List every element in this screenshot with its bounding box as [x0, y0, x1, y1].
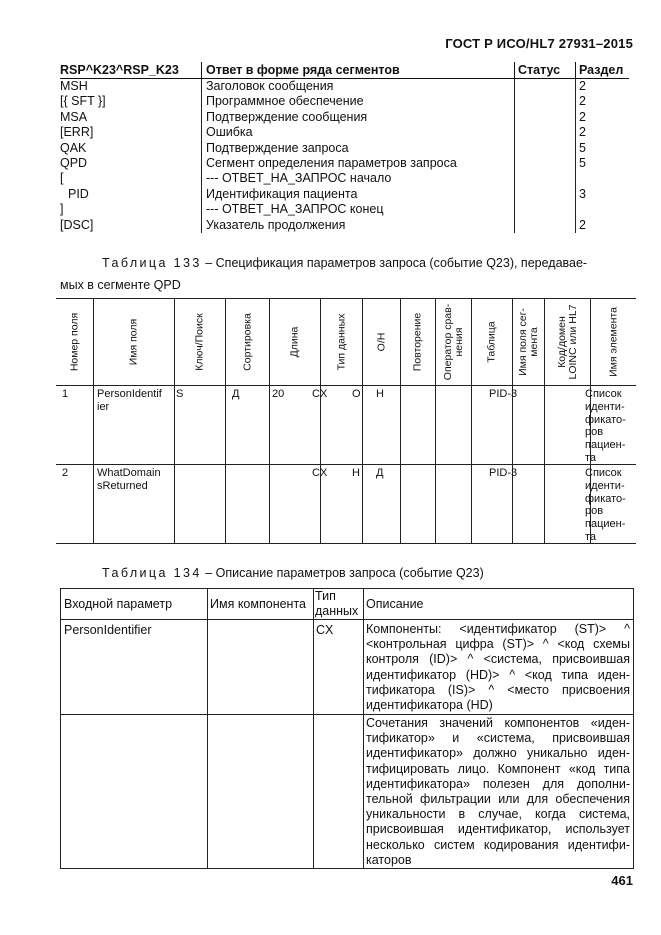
row1-description [366, 622, 630, 713]
segment-status [514, 110, 575, 125]
header-component-name: Имя компонента [210, 597, 306, 611]
segment-description: Подтверждение запроса [201, 141, 514, 156]
segment-section: 3 [575, 187, 629, 202]
segment-status [514, 125, 575, 140]
row1-key: S [176, 388, 184, 400]
row1-element-name: Список иденти- фикато- ров пациен- та [585, 388, 626, 464]
segment-status [514, 94, 575, 109]
header-length: Длина [288, 326, 301, 358]
segment-code: MSA [60, 109, 88, 124]
segment-status [514, 79, 575, 94]
description-line: идентификатора (HD) [366, 698, 493, 713]
table-133-label: Таблица 133 [102, 256, 202, 270]
table-133-caption [102, 256, 632, 270]
row1-data-type: CX [316, 623, 334, 637]
segment-description: Идентификация пациента [201, 187, 514, 202]
row1-input-parameter: PersonIdentifier [64, 623, 152, 637]
table-133-caption-cont: мых в сегменте QPD [60, 278, 181, 292]
description-line: идентификатор» должно уникально иден- [366, 746, 630, 761]
row2-segment-field: PID-3 [489, 467, 518, 479]
header-data-type: Тип данных [315, 589, 359, 618]
header-segment-field-name: Имя поля сег- мента [516, 308, 540, 376]
segment-section: 5 [575, 141, 629, 156]
header-table: Таблица [485, 321, 498, 363]
segment-code: PID [68, 186, 89, 201]
table-row [60, 218, 629, 233]
segment-code: QAK [60, 140, 87, 155]
table-row [60, 125, 629, 140]
description-line: тифицировать лицо. Компонент «код типа [366, 761, 630, 776]
description-line: несколько систем кодирования идентифи- [366, 837, 630, 852]
header-sort: Сортировка [241, 313, 253, 371]
row2-description [366, 716, 630, 868]
description-line: каторов [366, 852, 412, 867]
header-message: RSP^K23^RSP_K23 [60, 63, 179, 77]
description-line: Сочетания значений компонентов «иден- [366, 716, 630, 730]
segment-status [514, 202, 575, 217]
row2-field-name: WhatDomain sReturned [97, 467, 161, 492]
query-parameter-description-table [60, 588, 634, 869]
segment-section: 2 [575, 94, 629, 109]
segment-table [60, 62, 629, 233]
row2-data-type: CX [312, 467, 328, 479]
row2-repetition: Д [376, 467, 384, 479]
segment-description: Сегмент определения параметров запроса [201, 156, 514, 171]
header-optionality: О/Н [375, 332, 387, 352]
table-134-title: – Описание параметров запроса (событие Q23) [201, 566, 484, 580]
segment-status [514, 187, 575, 202]
row2-field-number: 2 [62, 467, 69, 479]
segment-section: 2 [575, 125, 629, 140]
segment-table-header [60, 62, 629, 79]
header-section: Раздел [575, 62, 629, 78]
description-line: идентификатора» полезен для дополни- [366, 776, 630, 791]
header-comparison-operator: Оператор срав- нения [441, 303, 465, 381]
header-loinc-hl7-code: Код/домен LOINC или HL7 [555, 304, 579, 380]
page-number: 461 [611, 873, 633, 888]
segment-description: Указатель продолжения [201, 218, 514, 233]
row1-field-number: 1 [62, 388, 69, 400]
table-row [60, 79, 629, 94]
description-line: тификатор» и «система, присвоившая [366, 731, 630, 746]
description-line: тельной фильтрации или для обеспечения [366, 792, 630, 807]
header-key-search: Ключ/Поиск [193, 313, 206, 371]
segment-section [575, 171, 629, 186]
header-data-type: Тип данных [335, 313, 347, 371]
description-line: Компоненты: <идентификатор (ST)> ^ [366, 622, 630, 636]
table-row [60, 171, 629, 186]
segment-description: Программное обеспечение [201, 94, 514, 109]
segment-status [514, 141, 575, 156]
description-line: идентификатор (HD)> ^ <код типа иден- [366, 667, 630, 682]
query-parameters-table [56, 298, 636, 544]
header-repetition: Повторение [411, 312, 424, 372]
table-row [60, 156, 629, 171]
header-field-number: Номер поля [68, 312, 80, 372]
row2-optionality: Н [352, 467, 360, 479]
segment-code: [ [60, 171, 64, 186]
document-header: ГОСТ Р ИСО/HL7 27931–2015 [445, 36, 633, 51]
description-line: тификатора (IS)> ^ <место присвоения [366, 682, 630, 697]
table-133-title: – Спецификация параметров запроса (событие Q23), передавае- [201, 256, 588, 270]
segment-code: [ERR] [60, 125, 94, 140]
header-field-name: Имя поля [127, 318, 140, 366]
table-row [60, 187, 629, 202]
segment-status [514, 218, 575, 233]
segment-section [575, 202, 629, 217]
description-line: присвоившая идентификатор, использует [366, 822, 630, 837]
segment-section: 2 [575, 110, 629, 125]
segment-section: 5 [575, 156, 629, 171]
segment-code: ] [60, 202, 64, 217]
row1-repetition: Н [376, 388, 384, 400]
description-line: контроля (ID)> ^ <система, присвоившая [366, 652, 630, 667]
header-status: Статус [514, 62, 575, 78]
table-134-caption [102, 566, 484, 580]
row2-element-name: Список иденти- фикато- ров пациен- та [585, 467, 626, 543]
segment-code: QPD [60, 155, 88, 170]
segment-code: [{ SFT }] [60, 94, 106, 109]
row1-sort: Д [232, 388, 240, 400]
table-row [60, 141, 629, 156]
segment-description: --- ОТВЕТ_НА_ЗАПРОС начало [201, 171, 514, 186]
header-description: Ответ в форме ряда сегментов [201, 62, 514, 78]
header-input-parameter: Входной параметр [64, 597, 173, 611]
header-description: Описание [366, 597, 424, 611]
row1-data-type: CX [312, 388, 328, 400]
segment-section: 2 [575, 79, 629, 94]
segment-description: Заголовок сообщения [201, 79, 514, 94]
row1-optionality: О [352, 388, 361, 400]
table-134-label: Таблица 134 [102, 566, 202, 580]
table-row [60, 202, 629, 217]
segment-section: 2 [575, 218, 629, 233]
row1-length: 20 [272, 388, 285, 400]
segment-description: --- ОТВЕТ_НА_ЗАПРОС конец [201, 202, 514, 217]
segment-status [514, 171, 575, 186]
table-row [60, 94, 629, 109]
description-line: уникальности в случае, когда система, [366, 807, 630, 822]
segment-status [514, 156, 575, 171]
table-row [60, 110, 629, 125]
row1-field-name: PersonIdentif ier [97, 388, 162, 413]
segment-code: MSH [60, 79, 88, 93]
description-line: <контрольная цифра (ST)> ^ <код схемы [366, 637, 630, 652]
segment-description: Ошибка [201, 125, 514, 140]
segment-description: Подтверждение сообщения [201, 110, 514, 125]
segment-code: [DSC] [60, 217, 94, 232]
header-element-name: Имя элемента [607, 307, 619, 377]
row1-segment-field: PID-3 [489, 388, 518, 400]
